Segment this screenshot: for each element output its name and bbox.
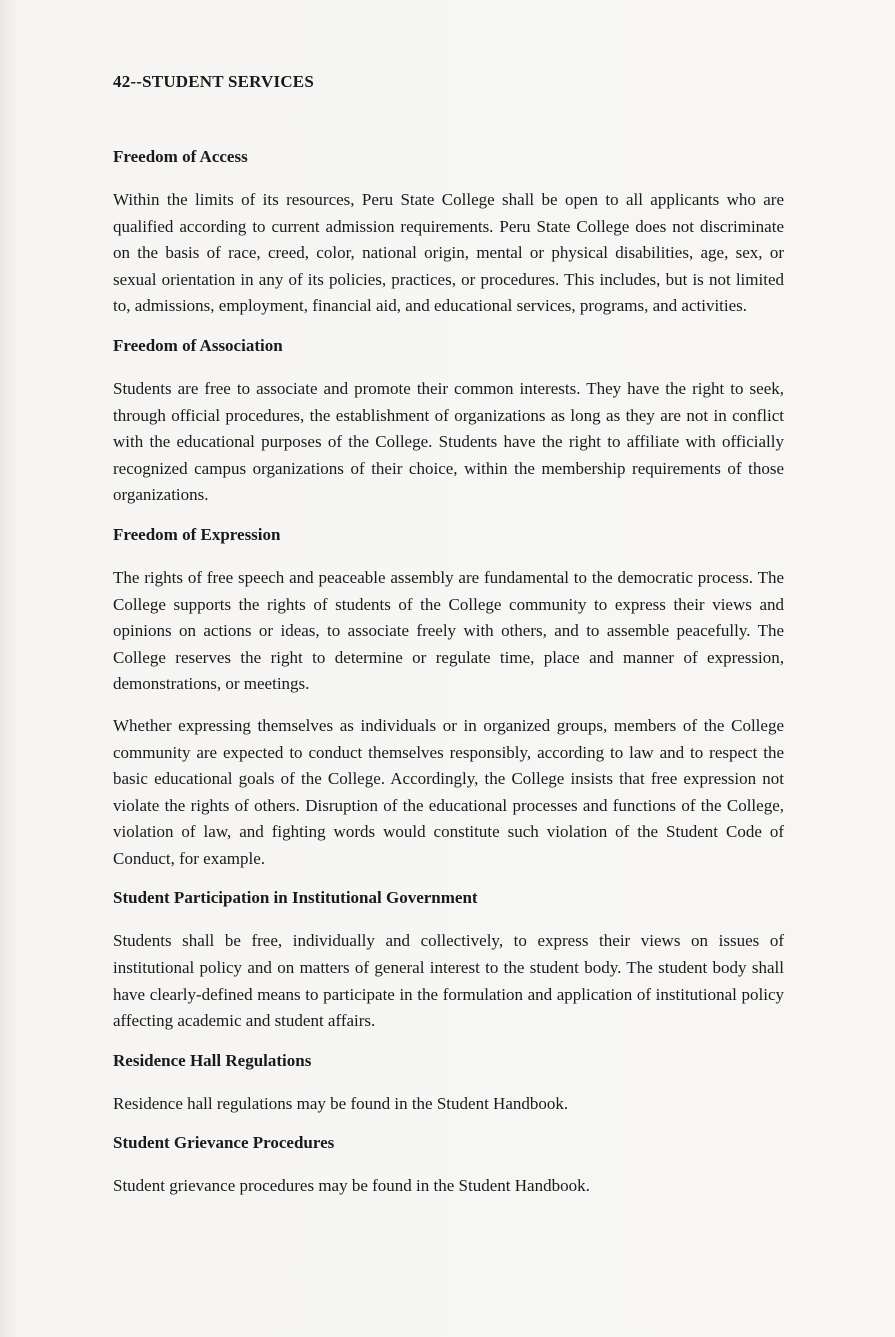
section-freedom-of-expression	[113, 524, 784, 873]
section-residence-hall-regulations	[113, 1050, 784, 1118]
section-title: Freedom of Association	[113, 335, 283, 355]
paragraph: Students are free to associate and promote their common interests. They have the right to seek, through official procedures, the establishment of organizations as long as they are not in conflict with the educational purposes of the College. Students have the right to affiliate with officially recognized campus organizations of their choice, within the membership requirements of those organizations.	[113, 378, 784, 505]
section-title: Student Participation in Institutional Government	[113, 888, 478, 908]
paragraph: Residence hall regulations may be found in the Student Handbook.	[113, 1093, 569, 1113]
paragraph: Students shall be free, individually and collectively, to express their views on issues of institutional policy and on matters of general interest to the student body. The student body shall have clearly-defined means to participate in the formulation and application of institutional policy affecting academic and student affairs.	[113, 931, 784, 1031]
paragraph: Student grievance procedures may be found in the Student Handbook.	[113, 1176, 590, 1196]
section-title: Freedom of Expression	[113, 524, 281, 544]
paragraph: Whether expressing themselves as individuals or in organized groups, members of the College community are expected to conduct themselves responsibly, according to law and to respect the basic educational goals of the College. Accordingly, the College insists that free expression not violate the rights of others. Disruption of the educational processes and functions of the College, violation of law, and fighting words would constitute such violation of the Student Code of Conduct, for example.	[113, 715, 784, 868]
section-student-grievance-procedures	[113, 1132, 784, 1200]
paragraph: The rights of free speech and peaceable assembly are fundamental to the democratic process. The College supports the rights of students of the College community to express their views and opinions on actions or ideas, to associate freely with others, and to assemble peacefully. The College reserves the right to determine or regulate time, place and manner of expression, demonstrations, or meetings.	[113, 567, 784, 694]
document-body	[113, 146, 784, 1215]
section-title: Freedom of Access	[113, 147, 248, 166]
section-title: Residence Hall Regulations	[113, 1050, 312, 1070]
running-head: 42--STUDENT SERVICES	[113, 72, 315, 91]
section-student-participation	[113, 887, 784, 1034]
section-title: Student Grievance Procedures	[113, 1133, 335, 1153]
section-freedom-of-access	[113, 146, 784, 320]
paragraph: Within the limits of its resources, Peru State College shall be open to all applicants who are qualified according to current admission requirements. Peru State College does not discriminate on the basis of race, creed, color, national origin, mental or physical disabilities, age, sex, or sexual orientation in any of its policies, practices, or procedures. This includes, but is not limited to, admissions, employment, financial aid, and educational services, programs, and activities.	[113, 190, 784, 316]
section-freedom-of-association	[113, 335, 784, 509]
